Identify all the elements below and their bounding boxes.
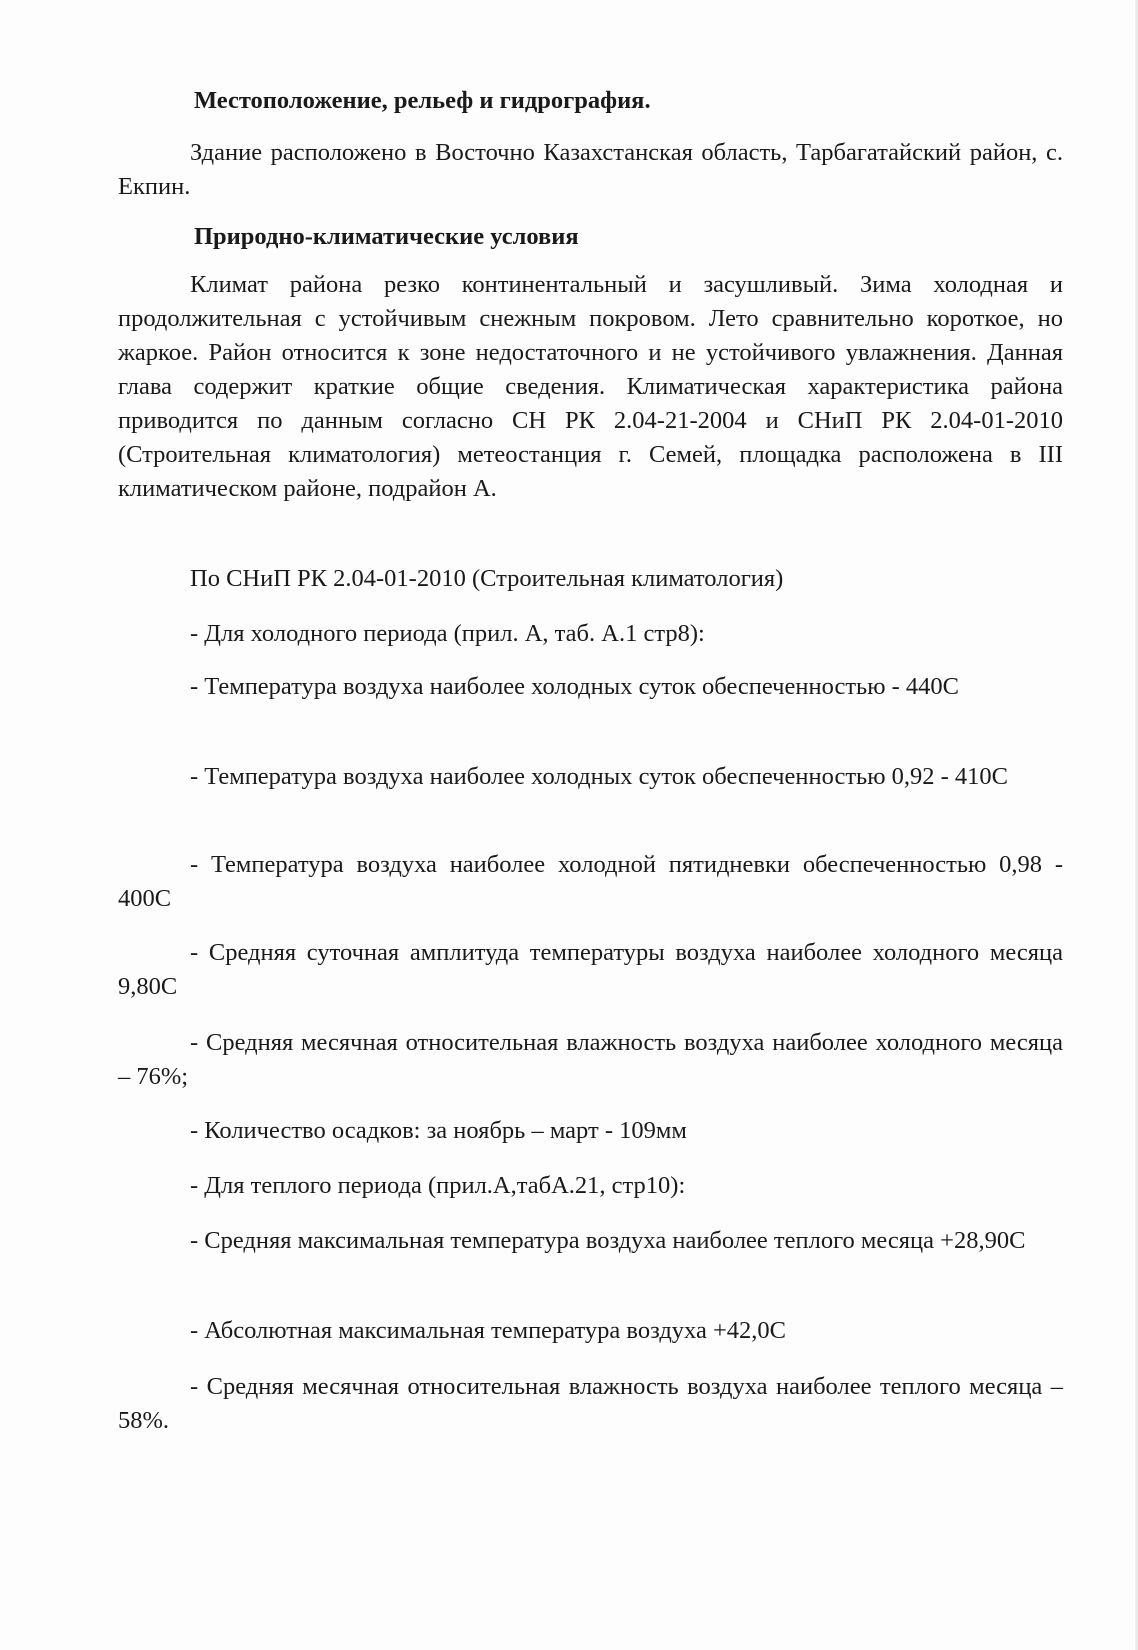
paragraph-climate: Климат района резко континентальный и засушливый. Зима холодная и продолжительная с устойчивым снежным покровом. Лето сравнительно короткое, но жаркое. Район относится к зоне недостаточного и не устойчивого увлажнения. Данная глава содержит краткие общие сведения. Климатическая характеристика района приводится по данным согласно СН РК 2.04-21-2004 и СНиП РК 2.04-01-2010 (Строительная климатология) метеостанция г. Семей, площадка расположена в III климатическом районе, подрайон А. <box>118 271 1063 502</box>
line-warm-period: - Для теплого периода (прил.А,табА.21, стр10): <box>190 1172 686 1199</box>
line-snip: По СНиП РК 2.04-01-2010 (Строительная климатология) <box>190 565 784 592</box>
line-daily-amplitude: - Средняя суточная амплитуда температуры воздуха наиболее холодного месяца 9,80С <box>118 939 1063 1000</box>
line-temp-cold-day-092: - Температура воздуха наиболее холодных суток обеспеченностью 0,92 - 410С <box>190 763 1009 790</box>
line-humidity-warm: - Средняя месячная относительная влажность воздуха наиболее теплого месяца – 58%. <box>118 1373 1063 1434</box>
line-humidity-cold: - Средняя месячная относительная влажность воздуха наиболее холодного месяца – 76%; <box>118 1029 1063 1090</box>
paragraph-location: Здание расположено в Восточно Казахстанская область, Тарбагатайский район, с. Екпин. <box>118 139 1063 200</box>
heading-location: Местоположение, рельеф и гидрография. <box>194 87 651 114</box>
line-precipitation: - Количество осадков: за ноябрь – март - 109мм <box>190 1117 687 1144</box>
line-temp-cold-5day: - Температура воздуха наиболее холодной пятидневки обеспеченностью 0,98 - 400С <box>118 851 1063 912</box>
line-abs-max-temp: - Абсолютная максимальная температура воздуха +42,0С <box>190 1317 786 1344</box>
line-cold-period: - Для холодного периода (прил. А, таб. А.1 стр8): <box>190 620 705 647</box>
line-temp-cold-day: - Температура воздуха наиболее холодных суток обеспеченностью - 440С <box>190 673 960 700</box>
line-max-temp-warm: - Средняя максимальная температура воздуха наиболее теплого месяца +28,90С <box>190 1227 1026 1254</box>
heading-climate: Природно-климатические условия <box>194 223 579 250</box>
